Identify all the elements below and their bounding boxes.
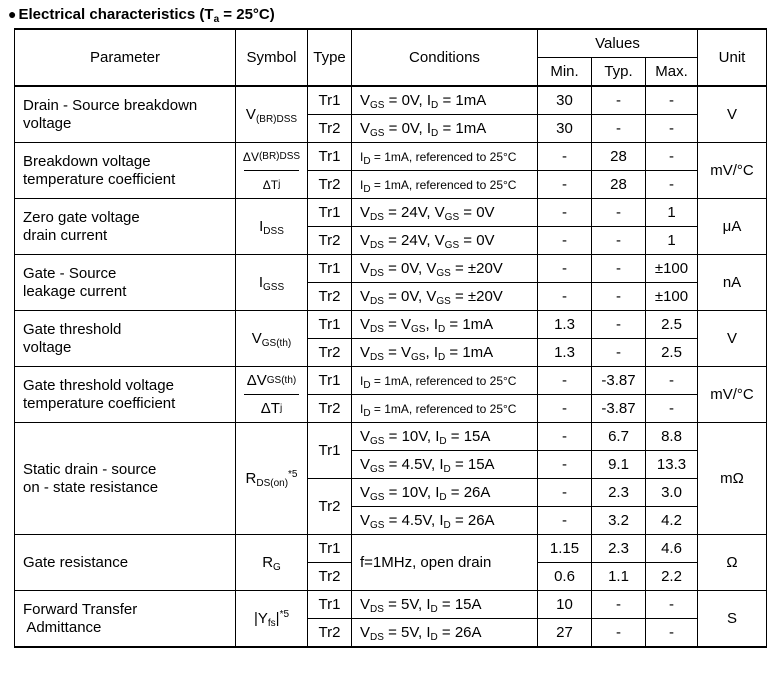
header-parameter: Parameter (15, 29, 236, 86)
condition-cell: $I_D = 1mA$, referenced to 25°C (352, 395, 538, 423)
typ-cell: 2.3 (592, 535, 646, 563)
header-symbol: Symbol (236, 29, 308, 86)
max-cell: - (646, 395, 698, 423)
typ-cell: - (592, 283, 646, 311)
min-cell: - (538, 143, 592, 171)
header-unit: Unit (698, 29, 767, 86)
max-cell: 1 (646, 199, 698, 227)
max-cell: 1 (646, 227, 698, 255)
condition-cell: $V_{GS} = 4.5V$, $I_D = 26A$ (352, 507, 538, 535)
header-values: Values (538, 29, 698, 58)
min-cell: 30 (538, 115, 592, 143)
electrical-characteristics-table (14, 28, 767, 648)
condition-cell: f=1MHz, open drain (352, 535, 538, 591)
unit-cell: mV/°C (698, 143, 767, 199)
type-cell: Tr2 (308, 563, 352, 591)
min-cell: 30 (538, 86, 592, 115)
max-cell: - (646, 143, 698, 171)
condition-cell: $I_D = 1mA$, referenced to 25°C (352, 171, 538, 199)
table-row (15, 86, 767, 115)
type-cell: Tr1 (308, 255, 352, 283)
unit-cell: S (698, 591, 767, 648)
param-cell: Gate - Source leakage current (15, 255, 236, 311)
symbol-cell: $V_{(BR)DSS}$ (236, 86, 308, 143)
typ-cell: - (592, 591, 646, 619)
type-cell: Tr1 (308, 86, 352, 115)
condition-cell: $V_{DS} = 5V$, $I_D = 15A$ (352, 591, 538, 619)
unit-cell: Ω (698, 535, 767, 591)
condition-cell: $V_{GS} = 4.5V$, $I_D = 15A$ (352, 451, 538, 479)
typ-cell: - (592, 339, 646, 367)
condition-cell: $V_{GS} = 0V$, $I_D = 1mA$ (352, 86, 538, 115)
param-cell: Gate resistance (15, 535, 236, 591)
symbol-cell: $|Y_{fs}|^{*5}$ (236, 591, 308, 648)
min-cell: 10 (538, 591, 592, 619)
typ-cell: -3.87 (592, 367, 646, 395)
min-cell: - (538, 507, 592, 535)
condition-cell: $V_{GS} = 10V$, $I_D = 15A$ (352, 423, 538, 451)
param-cell: Static drain - source on - state resistance (15, 423, 236, 535)
type-cell: Tr1 (308, 143, 352, 171)
typ-cell: -3.87 (592, 395, 646, 423)
min-cell: - (538, 199, 592, 227)
min-cell: - (538, 395, 592, 423)
typ-cell: 6.7 (592, 423, 646, 451)
min-cell: - (538, 423, 592, 451)
max-cell: - (646, 171, 698, 199)
condition-cell: $I_D = 1mA$, referenced to 25°C (352, 367, 538, 395)
max-cell: ±100 (646, 255, 698, 283)
symbol-denominator: ΔT j (262, 177, 281, 192)
max-cell: ±100 (646, 283, 698, 311)
symbol-cell: $R_G$ (236, 535, 308, 591)
min-cell: - (538, 283, 592, 311)
max-cell: - (646, 367, 698, 395)
symbol-cell: $I_{DSS}$ (236, 199, 308, 255)
condition-cell: $V_{DS} = 24V$, $V_{GS} = 0V$ (352, 199, 538, 227)
type-cell: Tr1 (308, 423, 352, 479)
type-cell: Tr2 (308, 115, 352, 143)
header-type: Type (308, 29, 352, 86)
type-cell: Tr1 (308, 199, 352, 227)
param-cell: Forward Transfer Admittance (15, 591, 236, 648)
table-row (15, 423, 767, 451)
table-row (15, 255, 767, 283)
condition-cell: $V_{DS} = 24V$, $V_{GS} = 0V$ (352, 227, 538, 255)
param-cell: Gate threshold voltage temperature coefficient (15, 367, 236, 423)
condition-cell: $V_{DS} = V_{GS}$, $I_D = 1mA$ (352, 339, 538, 367)
unit-cell: nA (698, 255, 767, 311)
header-typ: Typ. (592, 58, 646, 87)
max-cell: 8.8 (646, 423, 698, 451)
condition-cell: $I_D = 1mA$, referenced to 25°C (352, 143, 538, 171)
condition-cell: $V_{GS} = 10V$, $I_D = 26A$ (352, 479, 538, 507)
symbol-cell: $V_{GS(th)}$ (236, 311, 308, 367)
min-cell: - (538, 227, 592, 255)
table-row (15, 143, 767, 171)
typ-cell: 3.2 (592, 507, 646, 535)
table-row (15, 367, 767, 395)
condition-cell: $V_{DS} = 5V$, $I_D = 26A$ (352, 619, 538, 648)
param-cell: Drain - Source breakdown voltage (15, 86, 236, 143)
min-cell: - (538, 255, 592, 283)
typ-cell: 2.3 (592, 479, 646, 507)
typ-cell: - (592, 311, 646, 339)
min-cell: - (538, 451, 592, 479)
type-cell: Tr1 (308, 535, 352, 563)
unit-cell: V (698, 86, 767, 143)
symbol-cell: $R_{DS(on)}^{*5}$ (236, 423, 308, 535)
max-cell: - (646, 591, 698, 619)
typ-cell: - (592, 255, 646, 283)
condition-cell: $V_{DS} = V_{GS}$, $I_D = 1mA$ (352, 311, 538, 339)
table-row (15, 535, 767, 563)
min-cell: - (538, 367, 592, 395)
unit-cell: mΩ (698, 423, 767, 535)
table-row (15, 311, 767, 339)
bullet-icon: ● (8, 6, 17, 22)
unit-cell: μA (698, 199, 767, 255)
symbol-cell: $I_{GSS}$ (236, 255, 308, 311)
unit-cell: V (698, 311, 767, 367)
min-cell: 1.3 (538, 311, 592, 339)
param-cell: Breakdown voltage temperature coefficient (15, 143, 236, 199)
condition-cell: $V_{DS} = 0V$, $V_{GS} = \pm 20V$ (352, 283, 538, 311)
header-conditions: Conditions (352, 29, 538, 86)
max-cell: 4.2 (646, 507, 698, 535)
typ-cell: 9.1 (592, 451, 646, 479)
typ-cell: 28 (592, 171, 646, 199)
symbol-numerator: ΔV GS(th) (244, 367, 299, 395)
typ-cell: - (592, 115, 646, 143)
table-row (15, 199, 767, 227)
section-title: ● Electrical characteristics $(T_a = 25^\circ C)$ (8, 6, 275, 25)
symbol-cell (236, 367, 308, 423)
max-cell: - (646, 115, 698, 143)
type-cell: Tr2 (308, 227, 352, 255)
header-row (15, 29, 767, 58)
max-cell: 2.5 (646, 339, 698, 367)
max-cell: 3.0 (646, 479, 698, 507)
header-max: Max. (646, 58, 698, 87)
typ-cell: - (592, 227, 646, 255)
min-cell: - (538, 171, 592, 199)
typ-cell: 28 (592, 143, 646, 171)
max-cell: 2.2 (646, 563, 698, 591)
typ-cell: - (592, 619, 646, 648)
max-cell: 4.6 (646, 535, 698, 563)
type-cell: Tr2 (308, 171, 352, 199)
min-cell: 0.6 (538, 563, 592, 591)
condition-cell: $V_{DS} = 0V$, $V_{GS} = \pm 20V$ (352, 255, 538, 283)
type-cell: Tr1 (308, 311, 352, 339)
type-cell: Tr2 (308, 479, 352, 535)
symbol-cell (236, 143, 308, 199)
typ-cell: - (592, 199, 646, 227)
type-cell: Tr1 (308, 367, 352, 395)
min-cell: 1.3 (538, 339, 592, 367)
header-min: Min. (538, 58, 592, 87)
symbol-denominator: ΔT j (260, 399, 283, 417)
min-cell: 27 (538, 619, 592, 648)
type-cell: Tr2 (308, 619, 352, 648)
type-cell: Tr2 (308, 283, 352, 311)
symbol-numerator: ΔV (BR)DSS (244, 143, 299, 171)
param-cell: Gate threshold voltage (15, 311, 236, 367)
param-cell: Zero gate voltage drain current (15, 199, 236, 255)
condition-cell: $V_{GS} = 0V$, $I_D = 1mA$ (352, 115, 538, 143)
max-cell: 13.3 (646, 451, 698, 479)
max-cell: - (646, 86, 698, 115)
typ-cell: 1.1 (592, 563, 646, 591)
unit-cell: mV/°C (698, 367, 767, 423)
type-cell: Tr2 (308, 395, 352, 423)
type-cell: Tr1 (308, 591, 352, 619)
max-cell: 2.5 (646, 311, 698, 339)
max-cell: - (646, 619, 698, 648)
type-cell: Tr2 (308, 339, 352, 367)
min-cell: 1.15 (538, 535, 592, 563)
table-row (15, 591, 767, 619)
typ-cell: - (592, 86, 646, 115)
min-cell: - (538, 479, 592, 507)
